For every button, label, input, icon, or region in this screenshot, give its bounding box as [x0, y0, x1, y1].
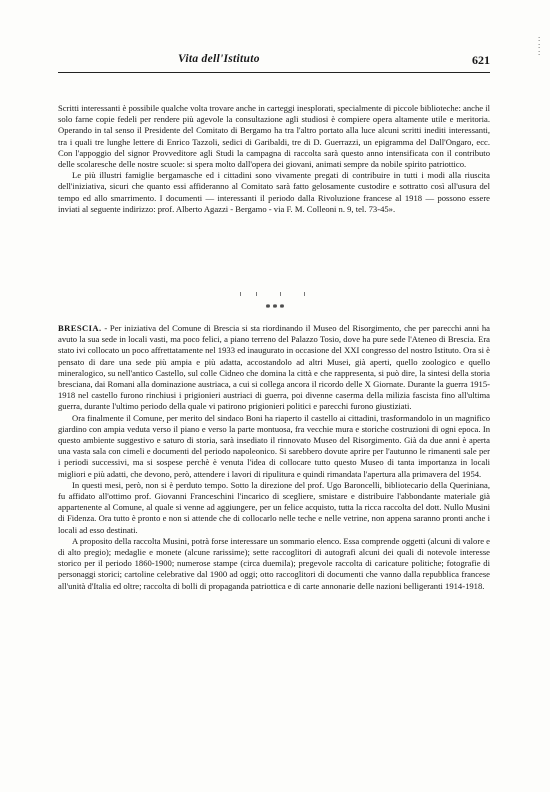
header-rule [58, 72, 490, 73]
paragraph-collection-work: In questi mesi, però, non si è perduto tempo. Sotto la direzione del prof. Ugo Baroncelli, bibliotecario della Queriniana, fu affidato all'ottimo prof. Giovanni Franceschini l'incarico di scegliere, smistare e distribuire l'abbondante materiale già appartenente al Comune, al quale si venne ad aggiungere, per un felice acquisto, tutta la ricca raccolta del dott. Nullo Musini di Fidenza. Ora tutto è pronto e non si attende che di collocarlo nelle teche e nelle vetrine, non appena saranno pronti anche i locali ad esso destinati. [58, 479, 490, 535]
brescia-intro-text: - Per iniziativa del Comune di Brescia si sta riordinando il Museo del Risorgimento, che per parecchi anni ha avuto la sua sede in locali vasti, ma poco felici, a piano terreno del Palazzo Tosio, dove ha pure sede l'Ateneo di Brescia. Era stato ivi collocato un poco affrettatamente nel 1933 ed inaugurato in occasione del XXI congresso del nostro Istituto. Ora si è pensato di dare una sede più ampia e più adatta, accostandolo ad altri Musei, già aperti, quello zoologico e quello mineralogico, su nell'antico Castello, sul colle Cidneo che domina la città e che rappresenta, si può dire, la sintesi della storia bresciana, dai Romani alla dominazione austriaca, a cui si collega ancora il ricordo delle X Giornate. Durante la guerra 1915-1918 nel castello furono rinchiusi i prigionieri austriaci di guerra, poi divenne caserma della milizia fascista fino all'ultima guerra, durante l'ultimo periodo della quale vi patirono prigionieri politici e parecchi furono giustiziati. [58, 323, 490, 412]
paragraph-manuscripts: Scritti interessanti è possibile qualche volta trovare anche in carteggi inesplorati, specialmente di piccole biblioteche: anche il solo farne copie fedeli per rendere più agevole la consultazione agli studiosi è compiere opera altamente utile e meritoria. Operando in tal senso il Presidente del Comitato di Bergamo ha tra l'altro portato alla luce alcuni scritti inediti interessanti, tra i quali tre lunghe lettere di Enrico Tazzoli, sedici di Garibaldi, tre di D. Guerrazzi, un epigramma del Dall'Ongaro, ecc. Con l'appoggio del signor Provveditore agli Studi la campagna di raccolta sarà questo anno intensificata con il contributo delle scolaresche delle nostre scuole: si spera molto dall'opera dei giovani, animati sempre da nobile spirito patriottico. [58, 103, 490, 170]
paragraph-appeal: Le più illustri famiglie bergamasche ed i cittadini sono vivamente pregati di contribuire in tutti i modi alla riuscita dell'iniziativa, sicuri che quanto essi affideranno al Comitato sarà fatto gelosamente custodire e sottratto così all'usura del tempo ed allo smarrimento. I documenti — interessanti il periodo dalla Rivoluzione francese al 1918 — possono essere inviati al seguente indirizzo: prof. Alberto Agazzi - Bergamo - via F. M. Colleoni n. 9, tel. 73-45». [58, 170, 490, 214]
page-number: 621 [472, 53, 490, 67]
paragraph-brescia-intro [58, 323, 490, 413]
scan-edge-marks: : : : [538, 34, 541, 57]
section-brescia [58, 323, 490, 592]
paragraph-castle: Ora finalmente il Comune, per merito del sindaco Boni ha riaperto il castello ai cittadini, trasformandolo in un magnifico giardino con ampia veduta verso il piano e verso la parte montuosa, fra vecchie mura e storiche costruzioni di ogni epoca. In questo ambiente suggestivo e saturo di storia, sarà insediato il rinnovato Museo del Risorgimento. Già da due anni è aperta una vasta sala con cimeli e documenti del periodo napoleonico. Si sarebbero dovute aprire per l'autunno le rimanenti sale per i periodi successivi, ma si sospese perchè è venuta l'idea di collocare tutto questo Museo di tanta importanza in locali migliori e più adatti, che devono, però, attendere i lavori di ripulitura e quindi rimandata l'apertura alla primavera del 1954. [58, 412, 490, 479]
page-header [58, 50, 490, 72]
city-heading: BRESCIA. [58, 323, 102, 333]
section-bergamo [58, 103, 490, 215]
section-separator: *** [265, 303, 287, 314]
running-title: Vita dell'Istituto [178, 53, 260, 65]
paragraph-musini-list: A proposito della raccolta Musini, potrà forse interessare un sommario elenco. Essa comprende oggetti (alcuni di valore e di alto pregio); medaglie e monete (alcune rarissime); sette raccoglitori di autografi alcuni dei quali di notevole interesse storico per il periodo 1860-1900; numerose stampe (circa duemila); pregevole raccolta di caricature politiche; fotografie di personaggi storici; cartoline celebrative dal 1900 ad oggi; otto raccoglitori di documenti che vanno dalla repubblica francese all'unità d'Italia ed oltre; raccolta di bolli di propaganda patriottica e di carte annonarie delle nazioni belligeranti 1914-1918. [58, 535, 490, 591]
scan-marks [220, 292, 340, 296]
